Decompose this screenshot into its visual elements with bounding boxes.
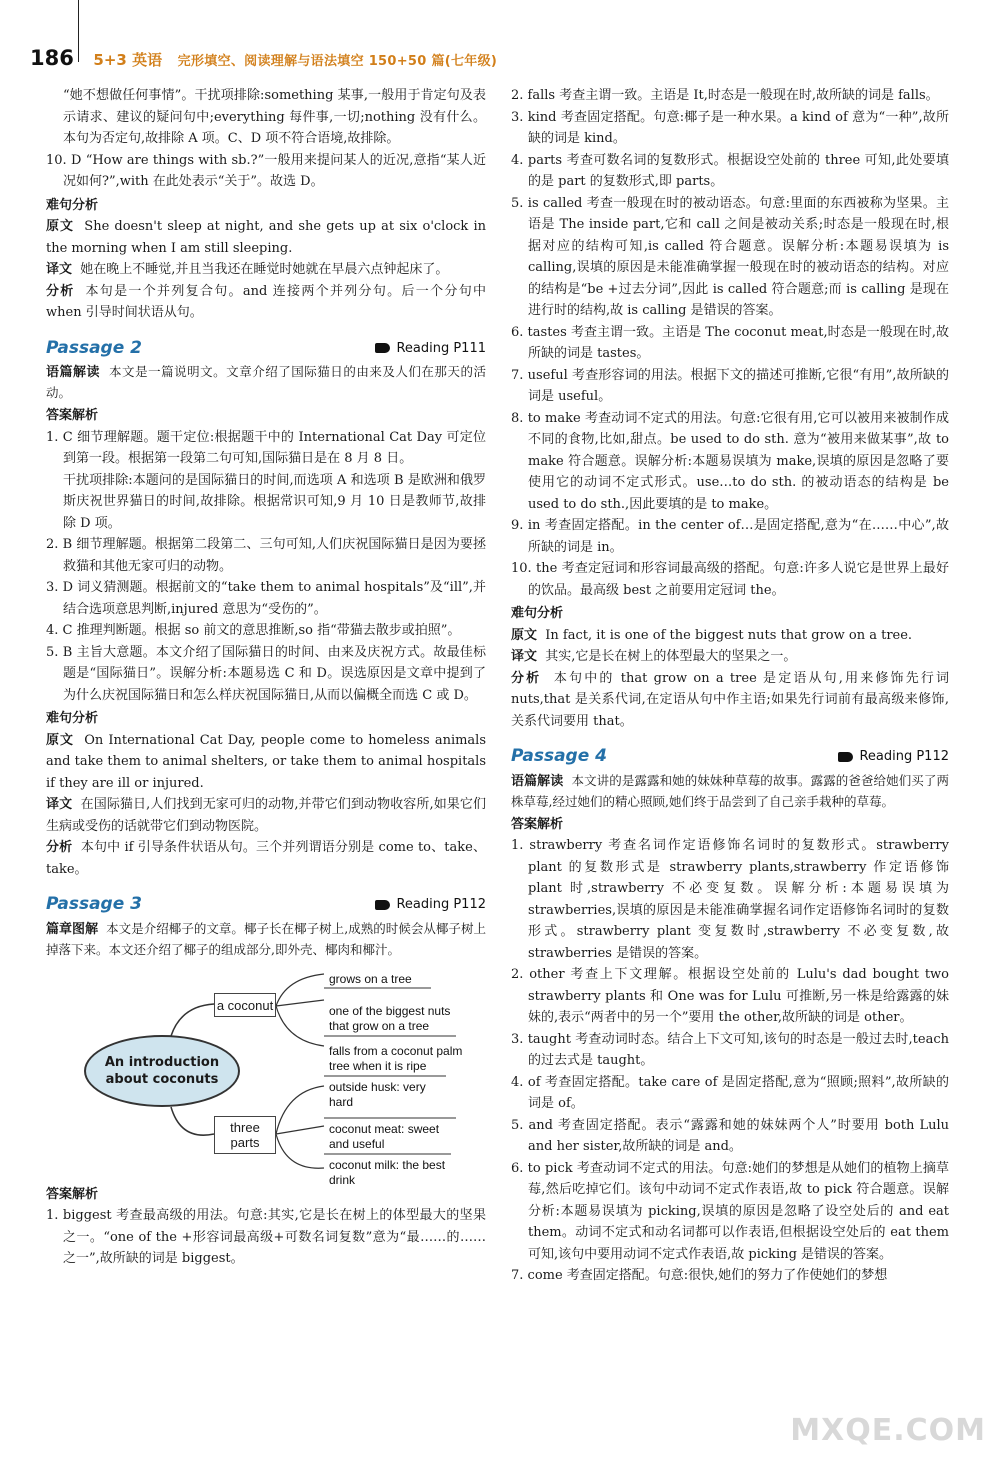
passage-title: Passage 4 bbox=[511, 746, 607, 766]
mind-map-leaf: coconut meat: sweet and useful bbox=[329, 1121, 440, 1151]
answer-item: 7. useful 考查形容词的用法。根据下文的描述可推断,它很“有用”,故所缺的词是 useful。 bbox=[511, 367, 949, 404]
answer-heading: 答案解析 bbox=[511, 816, 564, 832]
answer-item: 5. and 考查固定搭配。表示“露露和她的妹妹两个人”时要用 both Lulu and her sister,故所缺的词是 and。 bbox=[511, 1117, 949, 1154]
passage-summary: 篇章图解 本文是介绍椰子的文章。椰子长在椰子树上,成熟的时候会从椰子树上掉落下来。本文还介绍了椰子的组成部分,即外壳、椰肉和椰汁。 bbox=[46, 920, 486, 957]
answer-item: 8. to make 考查动词不定式的用法。句意:它很有用,它可以被用来被制作成不同的食物,比如,甜点。be used to do sth. 意为“被用来做某事”,故 to make 符合题意。误解分析:本题易误填为 make,误填的原因是忽略了要使用它的动词不定式形式。use…to do sth. 的被动语态的结构是 be used to do sth.,因此要填的是 to make。 bbox=[511, 410, 949, 512]
answer-item: 1. biggest 考查最高级的用法。句意:其实,它是长在树上的体型最大的坚果之一。“one of the +形容词最高级+可数名词复数”意为“最……的……之一”,故所缺的词是 biggest。 bbox=[46, 1208, 486, 1266]
mind-map-leaf: outside husk: very hard bbox=[329, 1079, 426, 1109]
answer-item: 4. C 推理判断题。根据 so 前文的意思推断,so 指“带猫去散步或拍照”。 bbox=[46, 623, 461, 638]
answer-item: 4. parts 考查可数名词的复数形式。根据设空处前的 three 可知,此处要填的是 part 的复数形式,即 parts。 bbox=[511, 152, 949, 189]
page-header bbox=[30, 46, 497, 70]
passage-4-header bbox=[511, 746, 949, 768]
passage-summary: 语篇解读 本文讲的是露露和她的妹妹种草莓的故事。露露的爸爸给她们买了两株草莓,经过她们的精心照顾,她们终于品尝到了自己亲手栽种的草莓。 bbox=[511, 772, 949, 809]
mind-map-center-node: An introduction about coconuts bbox=[84, 1035, 240, 1107]
answer-item: 10. D “How are things with sb.?”一般用来提问某人的近况,意指“某人近况如何?”,with 在此处表示“关于”。故选 D。 bbox=[46, 152, 486, 189]
continued-answer: “她不想做任何事情”。干扰项排除:something 某事,一般用于肯定句及表示请求、建议的疑问句中;everything 每件事,一切;nothing 没有什么。本句为否定句,故排除 A 项。C、D 项不符合语境,故排除。 bbox=[63, 88, 486, 146]
watermark: MXQE.COM bbox=[790, 1413, 986, 1448]
pointing-hand-icon bbox=[375, 343, 390, 353]
mind-map-node: a coconut bbox=[214, 993, 276, 1017]
page-number: 186 bbox=[30, 46, 74, 70]
analysis-sentence: 分析 本句中 if 引导条件状语从句。三个并列谓语分别是 come to、take、take。 bbox=[46, 840, 486, 877]
analysis-sentence: 分析 本句是一个并列复合句。and 连接两个并列分句。后一个分句中 when 引导时间状语从句。 bbox=[46, 283, 486, 320]
book-title: 完形填空、阅读理解与语法填空 150+50 篇(七年级) bbox=[177, 54, 498, 69]
answer-item: 9. in 考查固定搭配。in the center of…是固定搭配,意为“在……中心”,故所缺的词是 in。 bbox=[511, 518, 949, 555]
passage-2-header bbox=[46, 338, 486, 360]
answer-item: 3. kind 考查固定搭配。句意:椰子是一种水果。a kind of 意为“一种”,故所缺的词是 kind。 bbox=[511, 109, 949, 146]
answer-item: 3. taught 考查动词时态。结合上下文可知,该句的时态是一般过去时,teach 的过去式是 taught。 bbox=[511, 1031, 949, 1068]
answer-item: 2. falls 考查主谓一致。主语是 It,时态是一般现在时,故所缺的词是 falls。 bbox=[511, 88, 939, 103]
difficult-sentence-heading: 难句分析 bbox=[511, 606, 564, 621]
answer-item: 6. tastes 考查主谓一致。主语是 The coconut meat,时态是一般现在时,故所缺的词是 tastes。 bbox=[511, 324, 949, 361]
mind-map-node: three parts bbox=[214, 1116, 276, 1154]
answer-heading: 答案解析 bbox=[46, 408, 99, 423]
original-sentence: 原文 In fact, it is one of the biggest nuts that grow on a tree. bbox=[511, 627, 913, 643]
answer-item: 1. strawberry 考查名词作定语修饰名词时的复数形式。strawberry plant 的复数形式是 strawberry plants,strawberry 作定语修饰 plant 时,strawberry 不必变复数。误解分析:本题易误填为 strawberries,误填的原因是未能准确掌握名词作定语修饰名词时的复数形式。strawberry plant 变复数时,strawberry 不必变复数,故 strawberries 是错误的答案。 bbox=[511, 838, 949, 961]
mind-map-leaf: coconut milk: the best drink bbox=[329, 1157, 446, 1187]
answer-item: 2. other 考查上下文理解。根据设空处前的 Lulu's dad bought two strawberry plants 和 One was for Lulu 可推断,另一株是给露露的妹妹的,表示“两者中的另一个”要用 the other,故所缺的词是 other。 bbox=[511, 967, 949, 1025]
left-column bbox=[46, 85, 486, 1270]
mind-map-leaf: one of the biggest nuts that grow on a tree bbox=[329, 1003, 451, 1033]
pointing-hand-icon bbox=[838, 752, 853, 762]
pointing-hand-icon bbox=[375, 900, 390, 910]
answer-item: 7. come 考查固定搭配。句意:很快,她们的努力了作使她们的梦想 bbox=[511, 1268, 888, 1283]
translation-sentence: 译文 在国际猫日,人们找到无家可归的动物,并带它们到动物收容所,如果它们生病或受伤的话就带它们到动物医院。 bbox=[46, 797, 486, 834]
answer-item: 1. C 细节理解题。题干定位:根据题干中的 International Cat Day 可定位到第一段。根据第一段第二句可知,国际猫日是在 8 月 8 日。 bbox=[46, 429, 486, 466]
passage-title: Passage 3 bbox=[46, 894, 142, 914]
answer-item: 10. the 考查定冠词和形容词最高级的搭配。句意:许多人说它是世界上最好的饮品。最高级 best 之前要用定冠词 the。 bbox=[511, 561, 949, 598]
difficult-sentence-heading: 难句分析 bbox=[46, 711, 99, 726]
answer-item: 2. B 细节理解题。根据第二段第二、三句可知,人们庆祝国际猫日是因为要拯救猫和其他无家可归的动物。 bbox=[46, 537, 486, 574]
original-sentence: 原文 On International Cat Day, people come to homeless animals and take them to animal shelters, or take them to animal hospitals if they are ill or injured. bbox=[46, 732, 487, 791]
difficult-sentence-heading: 难句分析 bbox=[46, 197, 99, 213]
right-column bbox=[511, 85, 949, 1287]
reading-ref: Reading P112 bbox=[838, 746, 949, 768]
answer-heading: 答案解析 bbox=[46, 1186, 99, 1202]
answer-item: 4. of 考查固定搭配。take care of 是固定搭配,意为“照顾;照料”,故所缺的词是 of。 bbox=[511, 1074, 949, 1111]
translation-sentence: 译文 她在晚上不睡觉,并且当我还在睡觉时她就在早晨六点钟起床了。 bbox=[46, 262, 449, 277]
translation-sentence: 译文 其实,它是长在树上的体型最大的坚果之一。 bbox=[511, 649, 797, 664]
passage-summary: 语篇解读 本文是一篇说明文。文章介绍了国际猫日的由来及人们在那天的活动。 bbox=[46, 364, 486, 400]
passage-title: Passage 2 bbox=[46, 337, 142, 358]
passage-3-header bbox=[46, 894, 486, 916]
original-sentence: 原文 She doesn't sleep at night, and she gets up at six o'clock in the morning when I am still sleeping. bbox=[46, 219, 486, 256]
mind-map-leaf: falls from a coconut palm tree when it is ripe bbox=[329, 1043, 463, 1073]
analysis-sentence: 分析 本句中的 that grow on a tree 是定语从句,用来修饰先行词 nuts,that 是关系代词,在定语从句中作主语;如果先行词前有最高级来修饰,关系代词要用 that。 bbox=[511, 670, 949, 729]
answer-item: 5. is called 考查一般现在时的被动语态。句意:里面的东西被称为坚果。主语是 The inside part,它和 call 之间是被动关系;时态是一般现在时,根据对应的结构可知,is called 符合题意。误解分析:本题易误填为 is calling,误填的原因是未能准确掌握一般现在时的被动语态的结构。对应的结构是“be +过去分词”,因此 is called 符合题意;而 is calling 是现在进行时的结构,故 is calling 是错误的答案。 bbox=[511, 195, 949, 318]
reading-ref: Reading P112 bbox=[375, 894, 486, 916]
answer-item: 3. D 词义猜测题。根据前文的“take them to animal hospitals”及“ill”,并结合选项意思判断,injured 意思为“受伤的”。 bbox=[46, 580, 486, 617]
reading-ref: Reading P111 bbox=[375, 338, 486, 360]
brand-label: 5+3 英语 bbox=[93, 51, 163, 69]
mind-map-leaf: grows on a tree bbox=[329, 971, 412, 986]
answer-item: 6. to pick 考查动词不定式的用法。句意:她们的梦想是从她们的植物上摘草莓,然后吃掉它们。该句中动词不定式作表语,故 to pick 符合题意。误解分析:本题易误填为 picking,误填的原因是忽略了设空处后的 and eat them。动词不定式和动名词都可以作表语,但根据设空处后的 eat them 可知,该句中要用动词不定式作表语,故 picking 是错误的答案。 bbox=[511, 1160, 949, 1262]
coconut-mind-map bbox=[46, 966, 486, 1187]
answer-item: 5. B 主旨大意题。本文介绍了国际猫日的时间、由来及庆祝方式。故最佳标题是“国际猫日”。误解分析:本题易选 C 和 D。误选原因是文章中提到了为什么庆祝国际猫日和怎么样庆祝国际猫日,从而以偏概全而选 C 或 D。 bbox=[46, 644, 486, 703]
answer-item-note: 干扰项排除:本题问的是国际猫日的时间,而选项 A 和选项 B 是欧洲和俄罗斯庆祝世界猫日的时间,故排除。根据常识可知,9 月 10 日是教师节,故排除 D 项。 bbox=[63, 472, 486, 531]
